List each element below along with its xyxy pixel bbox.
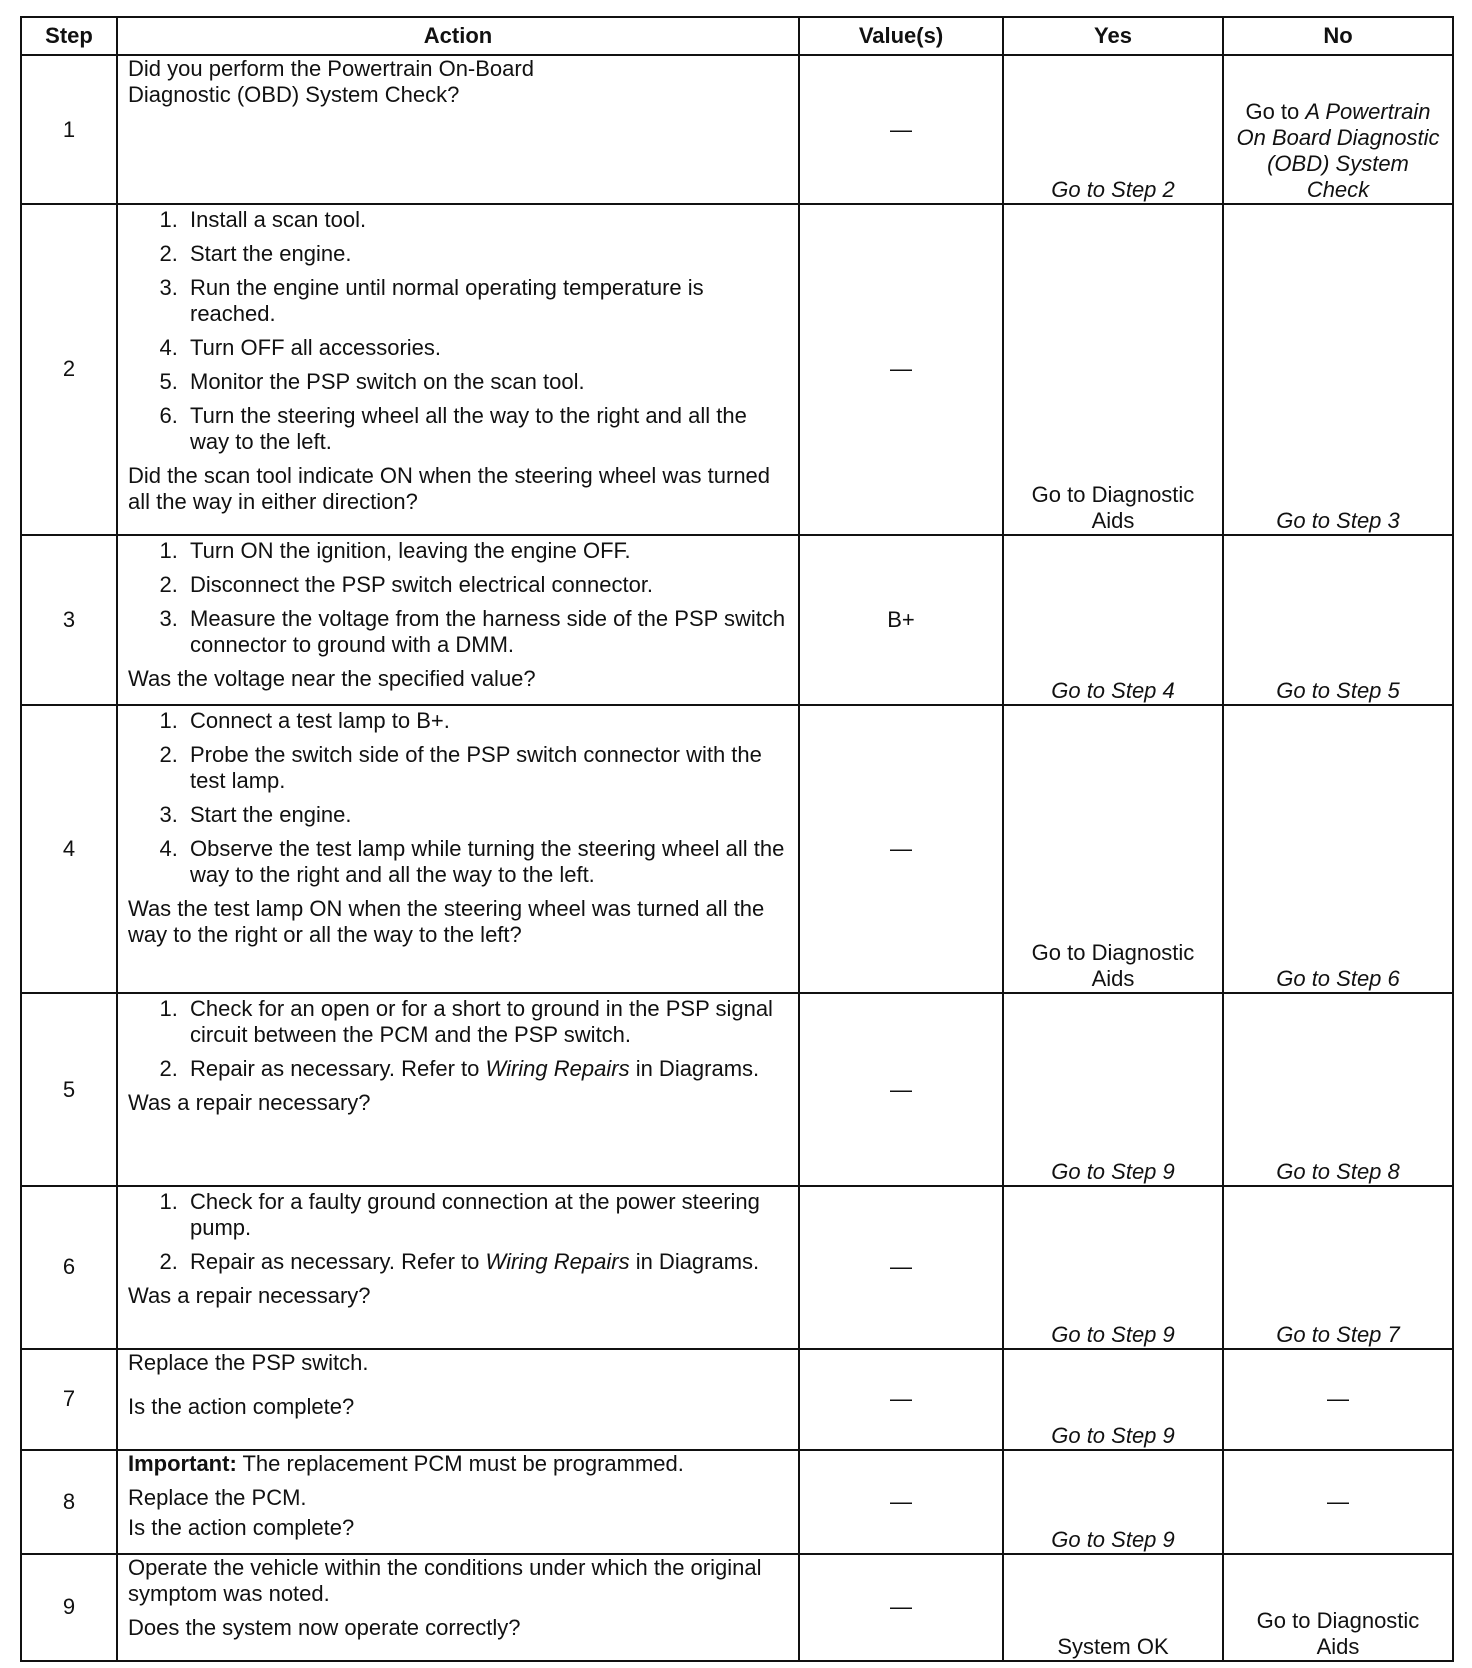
value-cell: — bbox=[799, 705, 1003, 993]
table-row bbox=[21, 1450, 1453, 1554]
yes-cell: Go to Step 9 bbox=[1003, 993, 1223, 1186]
action-step: 1. Check for an open or for a short to ground in the PSP signal circuit between the PCM and the PSP switch. bbox=[184, 996, 788, 1048]
action-step-text: Repair as necessary. Refer to bbox=[190, 1056, 486, 1082]
table-row bbox=[21, 1554, 1453, 1661]
action-step: 6. Turn the steering wheel all the way to the right and all the way to the left. bbox=[184, 403, 788, 455]
action-cell bbox=[117, 993, 799, 1186]
yes-cell: Go to Diagnostic Aids bbox=[1003, 204, 1223, 534]
table-row bbox=[21, 1186, 1453, 1348]
action-step: 1. Install a scan tool. bbox=[184, 207, 788, 233]
value-cell: — bbox=[799, 204, 1003, 534]
step-number: 7 bbox=[21, 1349, 117, 1450]
action-step: 3. Measure the voltage from the harness side of the PSP switch connector to ground with a DMM. bbox=[184, 606, 788, 658]
table-row bbox=[21, 705, 1453, 993]
action-text: Replace the PCM. bbox=[128, 1484, 307, 1510]
action-cell bbox=[117, 1554, 799, 1661]
action-step: 1. Turn ON the ignition, leaving the engine OFF. bbox=[184, 538, 788, 564]
header-no: No bbox=[1223, 17, 1453, 55]
important-text: The replacement PCM must be programmed. bbox=[236, 1450, 684, 1476]
no-cell: Go to Step 6 bbox=[1223, 705, 1453, 993]
action-step: 4. Turn OFF all accessories. bbox=[184, 335, 788, 361]
action-step: 2. Disconnect the PSP switch electrical connector. bbox=[184, 572, 788, 598]
action-cell bbox=[117, 1349, 799, 1450]
action-cell bbox=[117, 204, 799, 534]
action-question: Is the action complete? bbox=[128, 1393, 355, 1419]
action-question: Is the action complete? bbox=[128, 1514, 355, 1540]
no-cell: — bbox=[1223, 1349, 1453, 1450]
action-step: 5. Monitor the PSP switch on the scan tool. bbox=[184, 369, 788, 395]
action-step: 4. Observe the test lamp while turning the steering wheel all the way to the right and all the way to the left. bbox=[184, 836, 788, 888]
table-row bbox=[21, 535, 1453, 705]
action-question: Was the voltage near the specified value? bbox=[128, 665, 536, 691]
action-text: Operate the vehicle within the conditions under which the original symptom was noted. bbox=[128, 1554, 762, 1606]
action-steps bbox=[128, 996, 788, 1082]
action-step: 3. Start the engine. bbox=[184, 802, 788, 828]
action-question: Was a repair necessary? bbox=[128, 1283, 371, 1309]
important-note bbox=[128, 1451, 788, 1477]
no-reference: A Powertrain On Board Diagnostic (OBD) System Check bbox=[1236, 99, 1440, 203]
step-number: 6 bbox=[21, 1186, 117, 1348]
yes-cell: Go to Step 9 bbox=[1003, 1186, 1223, 1348]
yes-cell: Go to Step 4 bbox=[1003, 535, 1223, 705]
action-step-text: Repair as necessary. Refer to bbox=[190, 1249, 486, 1275]
value-cell: — bbox=[799, 993, 1003, 1186]
table-row bbox=[21, 993, 1453, 1186]
action-cell bbox=[117, 55, 799, 204]
action-step: 2. Probe the switch side of the PSP switch connector with the test lamp. bbox=[184, 742, 788, 794]
reference-wiring-repairs: Wiring Repairs bbox=[485, 1056, 630, 1082]
table-row bbox=[21, 1349, 1453, 1450]
action-question: Did the scan tool indicate ON when the steering wheel was turned all the way in either direction? bbox=[128, 463, 771, 515]
action-steps bbox=[128, 708, 788, 888]
header-row bbox=[21, 17, 1453, 55]
value-cell: B+ bbox=[799, 535, 1003, 705]
action-step-text: in Diagrams. bbox=[629, 1249, 760, 1275]
no-cell: Go to Step 3 bbox=[1223, 204, 1453, 534]
value-cell: — bbox=[799, 1554, 1003, 1661]
action-step: 1. Connect a test lamp to B+. bbox=[184, 708, 788, 734]
no-cell bbox=[1223, 55, 1453, 204]
no-cell: Go to Step 8 bbox=[1223, 993, 1453, 1186]
header-yes: Yes bbox=[1003, 17, 1223, 55]
yes-cell: Go to Diagnostic Aids bbox=[1003, 705, 1223, 993]
step-number: 4 bbox=[21, 705, 117, 993]
no-cell: — bbox=[1223, 1450, 1453, 1554]
diagnostic-table bbox=[20, 16, 1454, 1662]
action-cell bbox=[117, 705, 799, 993]
header-action: Action bbox=[117, 17, 799, 55]
table-row bbox=[21, 55, 1453, 204]
action-step bbox=[184, 1249, 788, 1275]
header-step: Step bbox=[21, 17, 117, 55]
yes-cell: Go to Step 9 bbox=[1003, 1450, 1223, 1554]
no-cell: Go to Diagnostic Aids bbox=[1223, 1554, 1453, 1661]
action-steps bbox=[128, 207, 788, 455]
important-label: Important: bbox=[128, 1450, 237, 1476]
action-cell bbox=[117, 1186, 799, 1348]
step-number: 5 bbox=[21, 993, 117, 1186]
action-step-text: in Diagrams. bbox=[629, 1056, 760, 1082]
action-cell bbox=[117, 535, 799, 705]
action-text: Did you perform the Powertrain On-Board Diagnostic (OBD) System Check? bbox=[128, 56, 534, 107]
step-number: 2 bbox=[21, 204, 117, 534]
yes-cell: Go to Step 9 bbox=[1003, 1349, 1223, 1450]
step-number: 1 bbox=[21, 55, 117, 204]
step-number: 9 bbox=[21, 1554, 117, 1661]
reference-wiring-repairs: Wiring Repairs bbox=[485, 1249, 630, 1275]
step-number: 3 bbox=[21, 535, 117, 705]
no-cell: Go to Step 5 bbox=[1223, 535, 1453, 705]
action-step bbox=[184, 1056, 788, 1082]
action-step: 1. Check for a faulty ground connection at the power steering pump. bbox=[184, 1189, 788, 1241]
action-steps bbox=[128, 538, 788, 658]
no-prefix: Go to bbox=[1245, 99, 1306, 125]
value-cell: — bbox=[799, 1450, 1003, 1554]
table-row bbox=[21, 204, 1453, 534]
action-steps bbox=[128, 1189, 788, 1275]
header-values: Value(s) bbox=[799, 17, 1003, 55]
value-cell: — bbox=[799, 1349, 1003, 1450]
action-cell bbox=[117, 1450, 799, 1554]
action-step: 2. Start the engine. bbox=[184, 241, 788, 267]
value-cell: — bbox=[799, 55, 1003, 204]
yes-cell: Go to Step 2 bbox=[1003, 55, 1223, 204]
yes-cell: System OK bbox=[1003, 1554, 1223, 1661]
action-text: Replace the PSP switch. bbox=[128, 1349, 369, 1375]
value-cell: — bbox=[799, 1186, 1003, 1348]
action-question: Does the system now operate correctly? bbox=[128, 1614, 521, 1640]
step-number: 8 bbox=[21, 1450, 117, 1554]
action-question: Was the test lamp ON when the steering wheel was turned all the way to the right or all the way to the left? bbox=[128, 895, 765, 947]
action-question: Was a repair necessary? bbox=[128, 1090, 371, 1116]
action-step: 3. Run the engine until normal operating temperature is reached. bbox=[184, 275, 788, 327]
no-cell: Go to Step 7 bbox=[1223, 1186, 1453, 1348]
